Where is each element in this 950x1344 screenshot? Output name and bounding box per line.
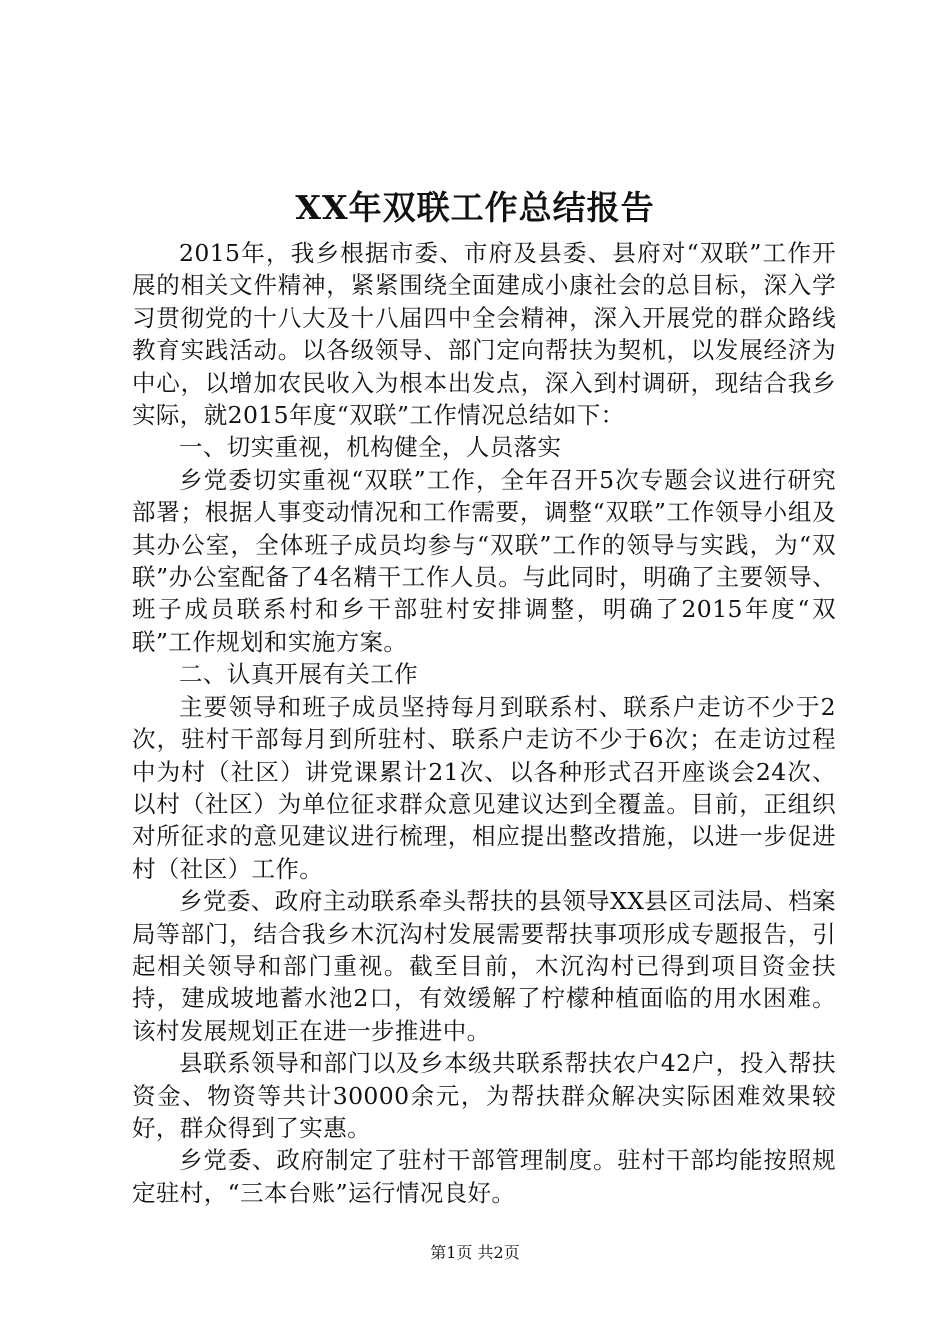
- document-title: XX年双联工作总结报告: [295, 188, 655, 227]
- document-body: [132, 237, 836, 1209]
- section-heading-2: 二、认真开展有关工作: [179, 660, 418, 689]
- paragraph-section-1: 乡党委切实重视“双联”工作，全年召开5次专题会议进行研究部署；根据人事变动情况和工作需要，调整“双联”工作领导小组及其办公室，全体班子成员均参与“双联”工作的领导与实践，为“双联”办公室配备了4名精干工作人员。与此同时，明确了主要领导、班子成员联系村和乡干部驻村安排调整，明确了2015年度“双联”工作规划和实施方案。: [132, 465, 836, 656]
- paragraph-visits: 主要领导和班子成员坚持每月到联系村、联系户走访不少于2次，驻村干部每月到所驻村、联系户走访不少于6次；在走访过程中为村（社区）讲党课累计21次、以各种形式召开座谈会24次、以村（社区）为单位征求群众意见建议达到全覆盖。目前，正组织对所征求的意见建议进行梳理，相应提出整改措施，以进一步促进村（社区）工作。: [132, 692, 836, 883]
- section-heading-1: 一、切实重视，机构健全，人员落实: [179, 433, 562, 462]
- page-number: 第1页 共2页: [430, 1243, 520, 1262]
- paragraph-households: 县联系领导和部门以及乡本级共联系帮扶农户42户，投入帮扶资金、物资等共计30000余元，为帮扶群众解决实际困难效果较好，群众得到了实惠。: [132, 1049, 836, 1142]
- paragraph-management: 乡党委、政府制定了驻村干部管理制度。驻村干部均能按照规定驻村，“三本台账”运行情况良好。: [132, 1146, 836, 1207]
- paragraph-intro: 2015年，我乡根据市委、市府及县委、县府对“双联”工作开展的相关文件精神，紧紧围绕全面建成小康社会的总目标，深入学习贯彻党的十八大及十八届四中全会精神，深入开展党的群众路线教育实践活动。以各级领导、部门定向帮扶为契机，以发展经济为中心，以增加农民收入为根本出发点，深入到村调研，现结合我乡实际，就2015年度“双联”工作情况总结如下：: [132, 239, 836, 430]
- paragraph-assistance: 乡党委、政府主动联系牵头帮扶的县领导XX县区司法局、档案局等部门，结合我乡木沉沟村发展需要帮扶事项形成专题报告，引起相关领导和部门重视。截至目前，木沉沟村已得到项目资金扶持，建成坡地蓄水池2口，有效缓解了柠檬种植面临的用水困难。该村发展规划正在进一步推进中。: [132, 887, 836, 1045]
